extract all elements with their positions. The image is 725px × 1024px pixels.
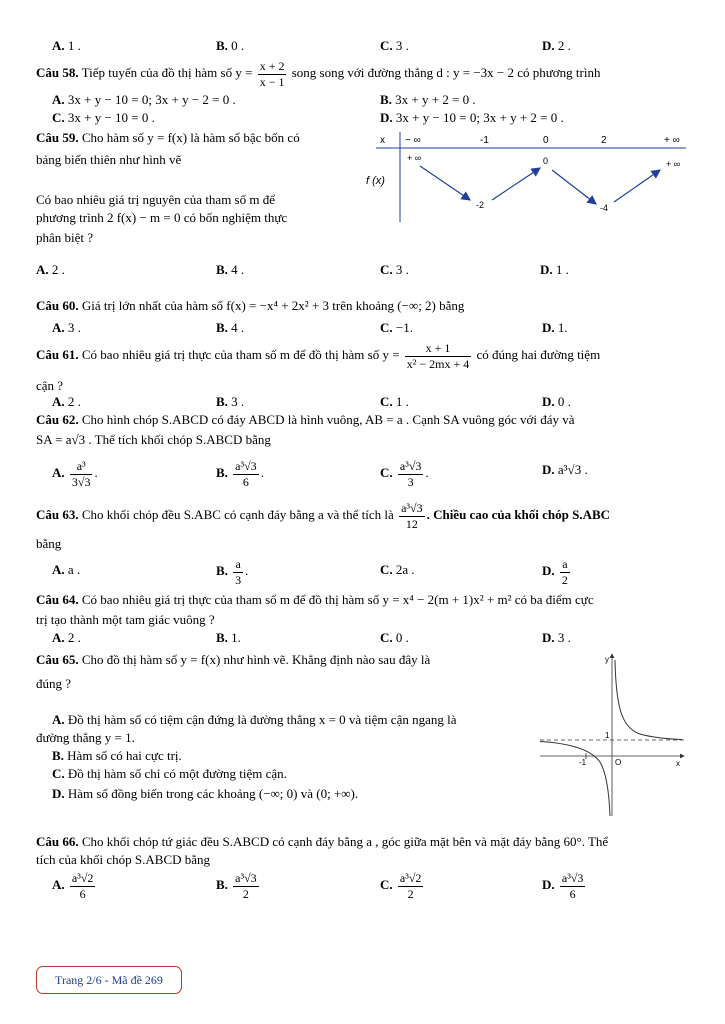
- q65-option-d[interactable]: D. Hàm số đồng biến trong các khoảng (−∞; 0) và (0; +∞).: [52, 786, 359, 801]
- q57-option-c[interactable]: C. 3 .: [380, 38, 409, 53]
- q64-option-c[interactable]: C. 0 .: [380, 630, 409, 645]
- q60-option-c[interactable]: C. −1.: [380, 320, 413, 335]
- q60-option-a[interactable]: A. 3 .: [52, 320, 81, 335]
- page-footer: Trang 2/6 - Mã đề 269: [36, 966, 182, 994]
- q63-option-b[interactable]: B. $\frac{a}{3}$ .: [216, 556, 249, 587]
- q60-stem: Câu 60. Giá trị lớn nhất của hàm số f(x) = −x⁴ + 2x² + 3 trên khoảng (−∞; 2) bằng: [36, 298, 465, 313]
- curve-right-branch: [615, 660, 682, 740]
- q64-stem-line1: Câu 64. Có bao nhiêu giá trị thực của tham số m để đồ thị hàm số y = x⁴ − 2(m + 1)x² + m² có ba điểm cực: [36, 592, 594, 607]
- q58-stem: Câu 58. Tiếp tuyến của đồ thị hàm số y = $\frac{x + 2}{x - 1}$ song song với đường thẳng d : y = −3x − 2 có phương trình: [36, 58, 601, 89]
- q65-function-graph: [536, 650, 688, 820]
- q61-option-c[interactable]: C. 1 .: [380, 394, 409, 409]
- table-f-1: -2: [476, 200, 485, 210]
- q63-stem: Câu 63. Cho khối chóp đều S.ABC có cạnh đáy bằng a và thể tích là $\frac{\text{a³√3}}{12}$ . Chiều cao của khối chóp S.ABC: [36, 500, 611, 531]
- q58-option-d[interactable]: D. 3x + y − 10 = 0; 3x + y + 2 = 0 .: [380, 110, 564, 125]
- q65-option-a[interactable]: A. Đồ thị hàm số có tiệm cận đứng là đường thẳng x = 0 và tiệm cận ngang là: [52, 712, 457, 727]
- table-x-1: -1: [480, 135, 489, 146]
- table-x-3: 2: [601, 135, 607, 146]
- arrow-down-2: [552, 170, 596, 204]
- q64-stem-line2: trị tạo thành một tam giác vuông ?: [36, 612, 215, 627]
- q63-stem-line2: bằng: [36, 536, 62, 551]
- arrow-up-2: [614, 170, 660, 202]
- table-x-4: + ∞: [664, 135, 680, 146]
- q62-option-b[interactable]: B. $\frac{\text{a³√3}}{6}$ .: [216, 458, 264, 489]
- table-f-3: -4: [600, 203, 609, 213]
- q65-stem-line2: đúng ?: [36, 676, 72, 691]
- q64-option-a[interactable]: A. 2 .: [52, 630, 81, 645]
- q66-stem-line2: tích của khối chóp S.ABCD bằng: [36, 852, 211, 867]
- graph-x-label: x: [676, 759, 680, 768]
- q66-option-a[interactable]: A. $\frac{\text{a³√2}}{6}$: [52, 870, 94, 901]
- q57-option-a[interactable]: A. 1 .: [52, 38, 81, 53]
- curve-left-branch: [540, 742, 610, 817]
- q59-stem-line1: Câu 59. Cho hàm số y = f(x) là hàm số bậc bốn có: [36, 130, 300, 145]
- q58-option-c[interactable]: C. 3x + y − 10 = 0 .: [52, 110, 155, 125]
- q58-option-a[interactable]: A. 3x + y − 10 = 0; 3x + y − 2 = 0 .: [52, 92, 236, 107]
- q62-stem-line1: Câu 62. Cho hình chóp S.ABCD có đáy ABCD là hình vuông, AB = a . Cạnh SA vuông góc với đáy và: [36, 412, 575, 427]
- q58-option-b[interactable]: B. 3x + y + 2 = 0 .: [380, 92, 476, 107]
- q59-option-a[interactable]: A. 2 .: [36, 262, 65, 277]
- table-x-label: x: [380, 135, 385, 146]
- q66-option-d[interactable]: D. $\frac{\text{a³√3}}{6}$: [542, 870, 584, 901]
- q62-option-a[interactable]: A. $\frac{\text{a³}}{3√3}$ .: [52, 458, 98, 489]
- q66-stem-line1: Câu 66. Cho khối chóp tứ giác đều S.ABCD có cạnh đáy bằng a , góc giữa mặt bên và mặt đáy bằng 60°. Thể: [36, 834, 609, 849]
- q62-stem-line2: SA = a√3 . Thể tích khối chóp S.ABCD bằng: [36, 432, 271, 447]
- q59-stem-line2: bảng biến thiên như hình vẽ: [36, 152, 182, 167]
- q64-option-b[interactable]: B. 1.: [216, 630, 241, 645]
- q65-option-b[interactable]: B. Hàm số có hai cực trị.: [52, 748, 182, 763]
- q59-stem-line3: Có bao nhiêu giá trị nguyên của tham số m để: [36, 192, 276, 207]
- q62-option-c[interactable]: C. $\frac{\text{a³√3}}{3}$ .: [380, 458, 429, 489]
- table-f-4: + ∞: [666, 159, 681, 169]
- graph-minus1-label: -1: [579, 758, 587, 767]
- q61-stem: Câu 61. Có bao nhiêu giá trị thực của tham số m để đồ thị hàm số y = $\frac{x + 1}{\text{x² − 2mx + 4}}$ có đúng hai đường tiệm: [36, 340, 601, 371]
- q59-variation-table: [360, 128, 690, 228]
- q57-option-d[interactable]: D. 2 .: [542, 38, 571, 53]
- q59-stem-line4: phương trình 2 f(x) − m = 0 có bốn nghiệm thực: [36, 210, 288, 225]
- q66-option-b[interactable]: B. $\frac{\text{a³√3}}{2}$: [216, 870, 257, 901]
- q65-option-a-cont: đường thẳng y = 1.: [36, 730, 135, 745]
- table-x-0: − ∞: [405, 135, 421, 146]
- q66-option-c[interactable]: C. $\frac{\text{a³√2}}{2}$: [380, 870, 422, 901]
- q60-option-b[interactable]: B. 4 .: [216, 320, 245, 335]
- q61-option-a[interactable]: A. 2 .: [52, 394, 81, 409]
- graph-origin-label: O: [615, 758, 622, 767]
- table-x-2: 0: [543, 135, 549, 146]
- q63-option-c[interactable]: C. 2a .: [380, 562, 415, 577]
- table-f-2: 0: [543, 156, 549, 166]
- q65-stem-line1: Câu 65. Cho đồ thị hàm số y = f(x) như hình vẽ. Khẳng định nào sau đây là: [36, 652, 431, 667]
- q59-option-d[interactable]: D. 1 .: [540, 262, 569, 277]
- q63-option-d[interactable]: D. $\frac{a}{2}$: [542, 556, 568, 587]
- q63-option-a[interactable]: A. a .: [52, 562, 81, 577]
- table-f-label: f (x): [366, 175, 385, 187]
- table-f-0: + ∞: [407, 153, 422, 163]
- q59-stem-line5: phân biệt ?: [36, 230, 94, 245]
- q59-option-c[interactable]: C. 3 .: [380, 262, 409, 277]
- q61-option-b[interactable]: B. 3 .: [216, 394, 245, 409]
- q59-option-b[interactable]: B. 4 .: [216, 262, 245, 277]
- graph-y-label: y: [605, 655, 609, 664]
- q62-option-d[interactable]: D. a³√3 .: [542, 462, 588, 477]
- q57-option-b[interactable]: B. 0 .: [216, 38, 245, 53]
- q61-stem-line2: cận ?: [36, 378, 64, 393]
- graph-one-label: 1: [605, 731, 610, 740]
- q61-option-d[interactable]: D. 0 .: [542, 394, 571, 409]
- arrow-down-1: [420, 166, 470, 200]
- q60-option-d[interactable]: D. 1.: [542, 320, 568, 335]
- arrow-up-1: [492, 168, 540, 200]
- q65-option-c[interactable]: C. Đồ thị hàm số chỉ có một đường tiệm cận.: [52, 766, 287, 781]
- q64-option-d[interactable]: D. 3 .: [542, 630, 571, 645]
